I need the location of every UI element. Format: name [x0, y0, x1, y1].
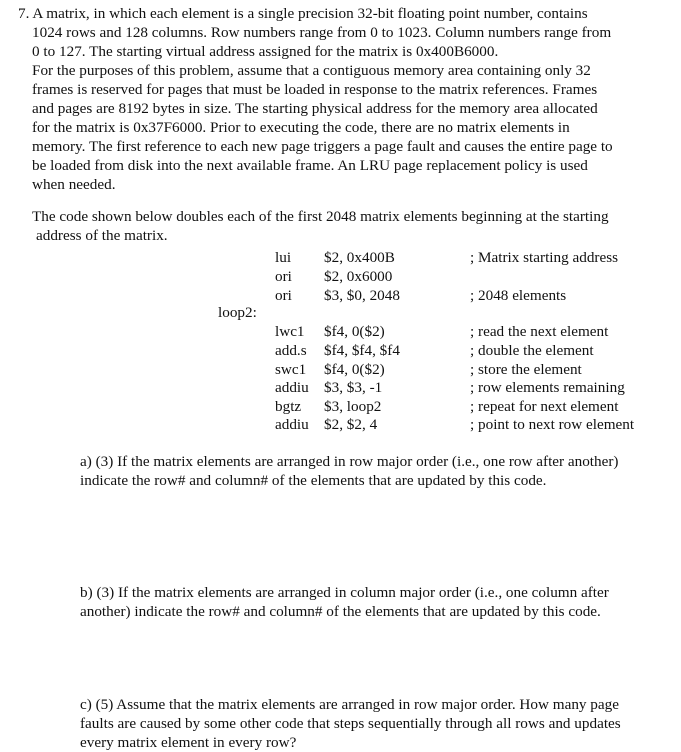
code-comment: ; 2048 elements	[470, 287, 567, 304]
code-introduction	[32, 207, 662, 245]
code-operands: $2, $2, 4	[324, 416, 378, 433]
question-line: another) indicate the row# and column# of the elements that are updated by this code.	[80, 603, 601, 620]
intro-line: 7. A matrix, in which each element is a single precision 32-bit floating point number, contains	[18, 5, 588, 22]
intro-line: 1024 rows and 128 columns. Row numbers range from 0 to 1023. Column numbers range from	[32, 24, 612, 41]
loop-label: loop2:	[218, 304, 257, 321]
code-operands: $2, 0x400B	[324, 249, 395, 266]
intro-line: when needed.	[32, 176, 116, 193]
code-opcode: addiu	[275, 416, 309, 433]
code-operands: $f4, 0($2)	[324, 361, 385, 378]
question-c	[80, 695, 670, 752]
intro-line: For the purposes of this problem, assume that a contiguous memory area containing only 32	[32, 62, 591, 79]
question-line: a) (3) If the matrix elements are arranged in row major order (i.e., one row after another)	[80, 453, 619, 470]
problem-statement	[18, 4, 668, 194]
question-a	[80, 452, 670, 490]
question-line: indicate the row# and column# of the elements that are updated by this code.	[80, 472, 547, 489]
code-operands: $2, 0x6000	[324, 268, 393, 285]
code-operands: $3, loop2	[324, 398, 382, 415]
intro-line: memory. The first reference to each new page triggers a page fault and causes the entire page to	[32, 138, 613, 155]
code-comment: ; store the element	[470, 361, 582, 378]
code-opcode: ori	[275, 287, 292, 304]
code-opcode: lwc1	[275, 323, 305, 340]
code-comment: ; point to next row element	[470, 416, 635, 433]
question-line: c) (5) Assume that the matrix elements are arranged in row major order. How many page	[80, 696, 619, 713]
intro-line: be loaded from disk into the next available frame. An LRU page replacement policy is used	[32, 157, 588, 174]
code-comment: ; row elements remaining	[470, 379, 625, 396]
code-comment: ; double the element	[470, 342, 594, 359]
intro-line: 0 to 127. The starting virtual address assigned for the matrix is 0x400B6000.	[32, 43, 499, 60]
code-opcode: lui	[275, 249, 292, 266]
code-opcode: ori	[275, 268, 292, 285]
code-opcode: swc1	[275, 361, 307, 378]
code-opcode: bgtz	[275, 398, 302, 415]
question-b	[80, 583, 670, 621]
code-comment: ; read the next element	[470, 323, 609, 340]
code-opcode: add.s	[275, 342, 307, 359]
intro-line: for the matrix is 0x37F6000. Prior to executing the code, there are no matrix elements in	[32, 119, 570, 136]
question-line: b) (3) If the matrix elements are arranged in column major order (i.e., one column after	[80, 584, 609, 601]
code-intro-line: The code shown below doubles each of the first 2048 matrix elements beginning at the starting	[32, 208, 609, 225]
code-intro-line: address of the matrix.	[36, 227, 168, 244]
code-comment: ; repeat for next element	[470, 398, 619, 415]
question-line: every matrix element in every row?	[80, 734, 297, 751]
code-comment: ; Matrix starting address	[470, 249, 619, 266]
code-opcode: addiu	[275, 379, 309, 396]
code-operands: $3, $0, 2048	[324, 287, 400, 304]
question-line: faults are caused by some other code that steps sequentially through all rows and updates	[80, 715, 621, 732]
intro-line: and pages are 8192 bytes in size. The starting physical address for the memory area allocated	[32, 100, 598, 117]
code-operands: $f4, 0($2)	[324, 323, 385, 340]
intro-line: frames is reserved for pages that must be loaded in response to the matrix references. Frames	[32, 81, 598, 98]
code-operands: $f4, $f4, $f4	[324, 342, 400, 359]
code-operands: $3, $3, -1	[324, 379, 383, 396]
